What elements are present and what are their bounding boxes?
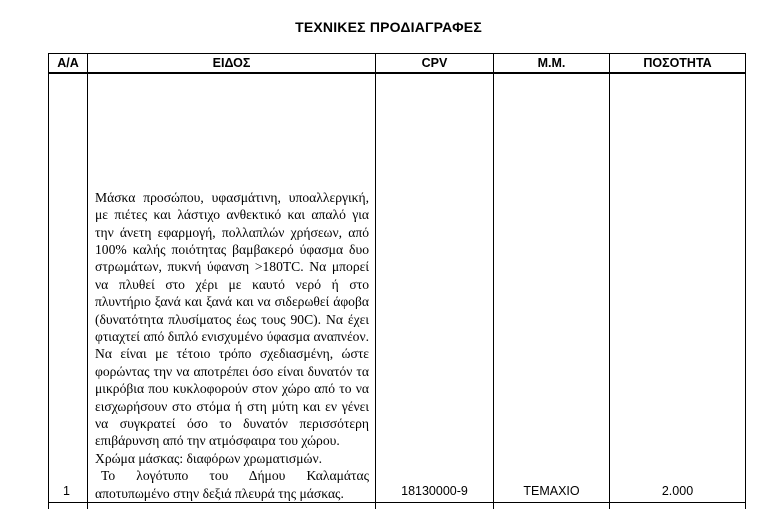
- continuation-cell: [494, 503, 610, 509]
- cpv-code: 18130000-9: [376, 73, 494, 503]
- table-header-row: [49, 54, 746, 74]
- specifications-table: [48, 53, 746, 509]
- header-cpv: CPV: [376, 54, 494, 74]
- continuation-cell: [610, 503, 746, 509]
- unit-of-measure: ΤΕΜΑΧΙΟ: [494, 73, 610, 503]
- header-qty: ΠΟΣΟΤΗΤΑ: [610, 54, 746, 74]
- continuation-cell: [376, 503, 494, 509]
- document-title: ΤΕΧΝΙΚΕΣ ΠΡΟΔΙΑΓΡΑΦΕΣ: [0, 19, 777, 35]
- table-row-continuation: [49, 503, 746, 509]
- item-description: Μάσκα προσώπου, υφασμάτινη, υποαλλεργική, με πιέτες και λάστιχο ανθεκτικό και απαλό για την άνετη εφαρμογή, πολλαπλών χρήσεων, από 100% καλής ποιότητας βαμβακερό ύφασμα δυο στρωμάτων, πυκνή ύφανση >180TC. Να μπορεί να πλυθεί στο χέρι με καυτό νερό ή στο πλυντήριο ξανά και ξανά και να σιδερωθεί άφοβα (δυνατότητα πλυσίματος έως τους 90C). Να έχει φτιαχτεί από διπλό ενισχυμένο ύφασμα αναπνέον. Να είναι με τέτοιο τρόπο σχεδιασμένη, ώστε φορώντας την να αποτρέπει όσο είναι δυνατόν τα μικρόβια που κυκλοφορούν στον χώρο από το να εισχωρήσουν στο στόμα ή στη μύτη και εν γένει να συγκρατεί όσο το δυνατόν περισσότερη επιβάρυνση από την ατμόσφαιρα του χώρου.: [95, 189, 369, 450]
- item-color: Χρώμα μάσκας: διαφόρων χρωματισμών.: [95, 450, 369, 467]
- continuation-cell: [88, 503, 376, 509]
- header-item: ΕΙΔΟΣ: [88, 54, 376, 74]
- header-mm: Μ.Μ.: [494, 54, 610, 74]
- continuation-cell: [49, 503, 88, 509]
- row-number: 1: [49, 73, 88, 503]
- item-logo: Το λογότυπο του Δήμου Καλαμάτας αποτυπωμένο στην δεξιά πλευρά της μάσκας.: [95, 467, 369, 502]
- quantity: 2.000: [610, 73, 746, 503]
- item-description-cell: [88, 73, 376, 503]
- header-aa: Α/Α: [49, 54, 88, 74]
- table-row: [49, 73, 746, 503]
